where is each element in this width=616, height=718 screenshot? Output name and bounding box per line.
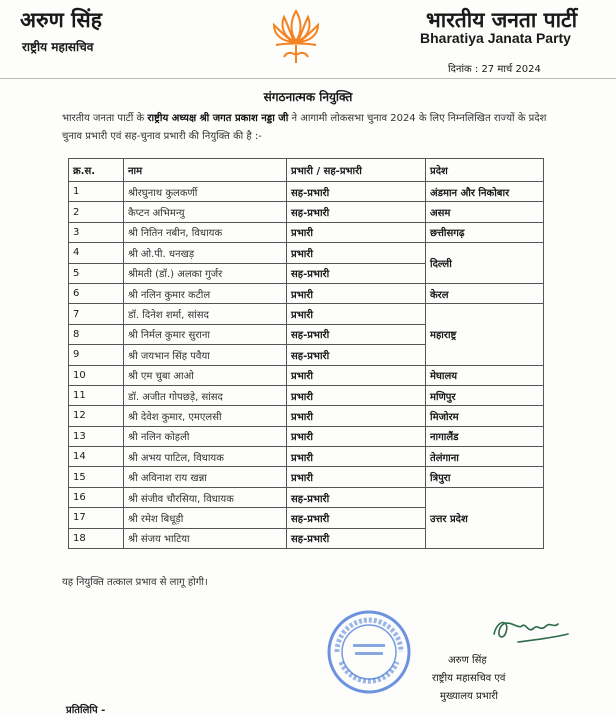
cell-role: सह-प्रभारी xyxy=(287,324,426,344)
cell-name: कैप्टन अभिमन्यु xyxy=(124,202,287,222)
cell-role: सह-प्रभारी xyxy=(287,202,426,222)
letter-date: दिनांक : 27 मार्च 2024 xyxy=(448,64,541,75)
cell-state: मिजोरम xyxy=(426,406,544,426)
cell-serial: 13 xyxy=(69,426,124,446)
header-state: प्रदेश xyxy=(426,159,544,182)
table-row xyxy=(69,283,544,303)
cell-role: सह-प्रभारी xyxy=(287,345,426,365)
table-row xyxy=(69,304,544,324)
lotus-icon xyxy=(266,5,326,67)
office-stamp-icon xyxy=(325,608,413,696)
cell-state: केरल xyxy=(426,283,544,303)
cell-serial: 8 xyxy=(69,324,124,344)
cell-serial: 9 xyxy=(69,345,124,365)
cell-state: दिल्ली xyxy=(426,243,544,284)
cell-role: सह-प्रभारी xyxy=(287,528,426,548)
table-row xyxy=(69,202,544,222)
cell-role: प्रभारी xyxy=(287,304,426,324)
cell-name: श्री रमेश बिधूड़ी xyxy=(124,508,287,528)
cell-name: डॉ. दिनेश शर्मा, सांसद xyxy=(124,304,287,324)
cell-role: प्रभारी xyxy=(287,365,426,385)
table-row xyxy=(69,426,544,446)
intro-bold: राष्ट्रीय अध्यक्ष श्री जगत प्रकाश नड्डा जी xyxy=(147,113,289,124)
party-name-english: Bharatiya Janata Party xyxy=(420,30,571,46)
cell-serial: 3 xyxy=(69,222,124,242)
cell-serial: 2 xyxy=(69,202,124,222)
cell-name: श्री निर्मल कुमार सुराना xyxy=(124,324,287,344)
table-header-row xyxy=(69,159,544,182)
cell-serial: 16 xyxy=(69,487,124,507)
table-row xyxy=(69,365,544,385)
signatory-title-line1: राष्ट्रीय महासचिव एवं xyxy=(432,673,506,684)
letter-subject: संगठनात्मक नियुक्ति xyxy=(263,90,353,104)
cell-serial: 10 xyxy=(69,365,124,385)
cell-name: श्री अविनाश राय खन्ना xyxy=(124,467,287,487)
cell-serial: 4 xyxy=(69,243,124,263)
header-divider xyxy=(0,78,616,79)
author-title: राष्ट्रीय महासचिव xyxy=(22,40,94,54)
appointments-table xyxy=(68,158,544,549)
signature-icon xyxy=(488,612,572,648)
cell-state: नागालैंड xyxy=(426,426,544,446)
cell-name: श्री जयभान सिंह पवैया xyxy=(124,345,287,365)
cell-name: डॉ. अजीत गोपछड़े, सांसद xyxy=(124,385,287,405)
intro-text-1: भारतीय जनता पार्टी के xyxy=(62,113,148,124)
party-name-hindi: भारतीय जनता पार्टी xyxy=(426,8,578,32)
cell-serial: 18 xyxy=(69,528,124,548)
signatory-title-line2: मुख्यालय प्रभारी xyxy=(440,691,498,702)
table-row xyxy=(69,182,544,202)
cell-state: मणिपुर xyxy=(426,385,544,405)
table-row xyxy=(69,222,544,242)
cell-role: सह-प्रभारी xyxy=(287,182,426,202)
intro-text-2: ने आगामी लोकसभा चुनाव 2024 के लिए निम्नलिखित राज्यों के प्रदेश चुनाव प्रभारी एवं सह-चुनाव प्रभारी की नियुक्ति की है :- xyxy=(62,113,547,142)
cell-serial: 6 xyxy=(69,283,124,303)
cell-role: प्रभारी xyxy=(287,426,426,446)
header-role: प्रभारी / सह-प्रभारी xyxy=(287,159,426,182)
cell-serial: 1 xyxy=(69,182,124,202)
cell-state: छत्तीसगढ़ xyxy=(426,222,544,242)
table-row xyxy=(69,406,544,426)
cell-serial: 11 xyxy=(69,385,124,405)
cell-serial: 7 xyxy=(69,304,124,324)
cell-role: प्रभारी xyxy=(287,447,426,467)
table-row xyxy=(69,467,544,487)
cell-name: श्री संजीव चौरसिया, विधायक xyxy=(124,487,287,507)
cell-role: प्रभारी xyxy=(287,283,426,303)
cell-serial: 12 xyxy=(69,406,124,426)
cell-name: श्री ओ.पी. धनखड़ xyxy=(124,243,287,263)
table-row xyxy=(69,487,544,507)
cell-role: प्रभारी xyxy=(287,406,426,426)
cell-name: श्री देवेश कुमार, एमएलसी xyxy=(124,406,287,426)
cell-name: श्री नलिन कुमार कटील xyxy=(124,283,287,303)
cell-state: तेलंगाना xyxy=(426,447,544,467)
author-name: अरुण सिंह xyxy=(20,8,102,32)
cell-serial: 15 xyxy=(69,467,124,487)
cell-name: श्रीरघुनाथ कुलकर्णी xyxy=(124,182,287,202)
cell-name: श्री संजय भाटिया xyxy=(124,528,287,548)
cell-role: प्रभारी xyxy=(287,385,426,405)
intro-paragraph xyxy=(62,110,562,146)
cell-state: महाराष्ट्र xyxy=(426,304,544,365)
table-row xyxy=(69,385,544,405)
cell-role: सह-प्रभारी xyxy=(287,487,426,507)
cell-role: प्रभारी xyxy=(287,467,426,487)
cell-serial: 14 xyxy=(69,447,124,467)
signatory-name: अरुण सिंह xyxy=(448,655,487,666)
cell-state: मेघालय xyxy=(426,365,544,385)
effect-note: यह नियुक्ति तत्काल प्रभाव से लागू होगी। xyxy=(62,577,208,588)
cell-serial: 17 xyxy=(69,508,124,528)
cell-name: श्री एम चुबा आओ xyxy=(124,365,287,385)
cell-name: श्री नलिन कोहली xyxy=(124,426,287,446)
cell-role: सह-प्रभारी xyxy=(287,263,426,283)
cell-name: श्री नितिन नबीन, विधायक xyxy=(124,222,287,242)
header-name: नाम xyxy=(124,159,287,182)
cell-role: प्रभारी xyxy=(287,243,426,263)
cell-role: सह-प्रभारी xyxy=(287,508,426,528)
cell-serial: 5 xyxy=(69,263,124,283)
table-row xyxy=(69,243,544,263)
cell-role: प्रभारी xyxy=(287,222,426,242)
cell-state: त्रिपुरा xyxy=(426,467,544,487)
table-row xyxy=(69,447,544,467)
header-serial: क्र.स. xyxy=(69,159,124,182)
cell-state: अंडमान और निकोबार xyxy=(426,182,544,202)
cell-name: श्रीमती (डॉ.) अलका गुर्जर xyxy=(124,263,287,283)
cell-state: उत्तर प्रदेश xyxy=(426,487,544,548)
cell-name: श्री अभय पाटिल, विधायक xyxy=(124,447,287,467)
cell-state: असम xyxy=(426,202,544,222)
copy-to-label: प्रतिलिपि - xyxy=(66,705,106,716)
